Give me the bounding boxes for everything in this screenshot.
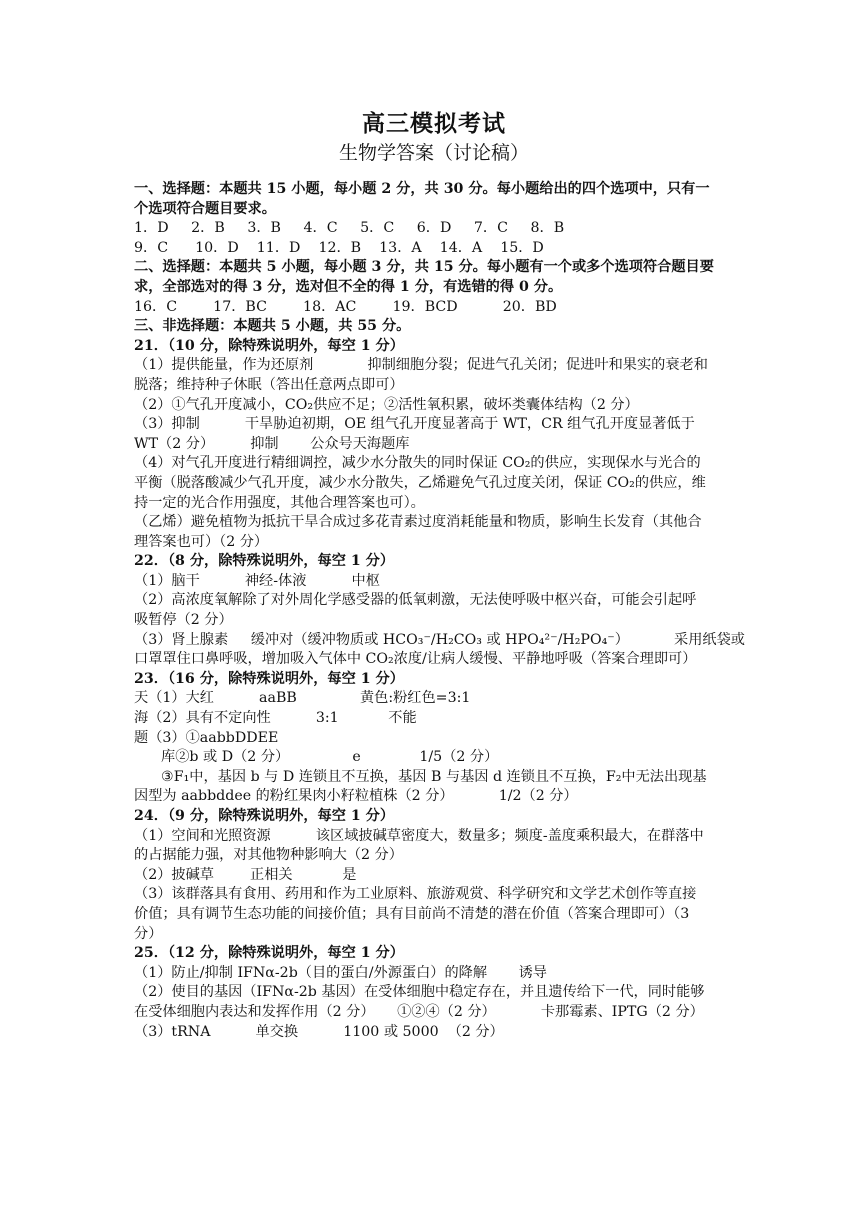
section-heading: 三、非选择题：本题共 5 小题，共 55 分。 (134, 318, 411, 335)
answer-line: 16．C 17．BC 18．AC 19．BCD 20．BD (134, 298, 557, 315)
answer-line: （3）肾上腺素 缓冲对（缓冲物质或 HCO₃⁻/H₂CO₃ 或 HPO₄²⁻/H₂PO₄⁻） 采用纸袋或 (134, 631, 745, 648)
section-heading: 24．（9 分，除特殊说明外，每空 1 分） (134, 808, 395, 824)
answer-line: 价值；具有调节生态功能的间接价值；具有目前尚不清楚的潜在价值（答案合理即可）（3 (134, 905, 690, 922)
answer-line: （2）使目的基因（IFNα-2b 基因）在受体细胞中稳定存在，并且遗传给下一代，同时能够 (134, 984, 705, 1001)
section-heading: 21．（10 分，除特殊说明外，每空 1 分） (134, 337, 404, 354)
answer-line: （1）防止/抑制 IFNα-2b（目的蛋白/外源蛋白）的降解 诱导 (134, 964, 547, 981)
answer-line: （2）高浓度氧解除了对外周化学感受器的低氧刺激，无法使呼吸中枢兴奋，可能会引起呼 (134, 592, 697, 609)
answer-line: 库②b 或 D（2 分） e 1/5（2 分） (134, 749, 499, 766)
answer-line: （1）提供能量，作为还原剂 抑制细胞分裂；促进气孔关闭；促进叶和果实的衰老和 (134, 357, 708, 374)
answer-line: 脱落；维持种子休眠（答出任意两点即可） (134, 376, 404, 393)
answer-line: （3）抑制 干旱胁迫初期，OE 组气孔开度显著高于 WT，CR 组气孔开度显著低于 (134, 416, 695, 433)
answer-line: 海（2）具有不定向性 3:1 不能 (134, 710, 417, 727)
answer-line: 分） (134, 925, 163, 942)
answer-line: 平衡（脱落酸减少气孔开度，减少水分散失，乙烯避免气孔过度关闭，保证 CO₂的供应，维 (134, 474, 706, 491)
answer-line: 持一定的光合作用强度，其他合理答案也可）。 (134, 494, 425, 511)
answer-line: 1．D 2．B 3．B 4．C 5．C 6．D 7．C 8．B (134, 220, 565, 237)
answer-line: 吸暂停（2 分） (134, 612, 233, 629)
answer-line: （3）该群落具有食用、药用和作为工业原料、旅游观赏、科学研究和文学艺术创作等直接 (134, 886, 697, 903)
answer-line: 题（3）①aabbDDEE (134, 729, 279, 746)
section-heading: 个选项符合题目要求。 (134, 200, 276, 217)
answer-line: 口罩罩住口鼻呼吸，增加吸入气体中 CO₂浓度/让病人缓慢、平静地呼吸（答案合理即可） (134, 651, 697, 668)
answer-line: （1）空间和光照资源 该区域披碱草密度大，数量多；频度-盖度乘积最大，在群落中 (134, 827, 704, 844)
section-heading: 一、选择题：本题共 15 小题，每小题 2 分，共 30 分。每小题给出的四个选项中，只有一 (134, 181, 710, 197)
answer-line: （1）脑干 神经-体液 中枢 (134, 572, 380, 589)
section-heading: 23．（16 分，除特殊说明外，每空 1 分） (134, 670, 404, 687)
answer-line: （2）①气孔开度减小，CO₂供应不足；②活性氧积累，破坏类囊体结构（2 分） (134, 396, 639, 413)
page-subtitle: 生物学答案（讨论稿） (338, 142, 529, 164)
section-heading: 22．（8 分，除特殊说明外，每空 1 分） (134, 553, 395, 570)
answer-content (134, 180, 745, 1042)
answer-line: 的占据能力强，对其他物种影响大（2 分） (134, 847, 403, 864)
answer-line: （乙烯）避免植物为抵抗干旱合成过多花青素过度消耗能量和物质，影响生长发育（其他合 (134, 514, 702, 531)
answer-line: 理答案也可）（2 分） (134, 533, 269, 550)
answer-line: WT（2 分） 抑制 公众号天海题库 (134, 435, 410, 452)
answer-line: 9．C 10．D 11．D 12．B 13．A 14．A 15．D (134, 239, 544, 256)
answer-line: （3）tRNA 单交换 1100 或 5000 （2 分） (134, 1023, 504, 1040)
section-heading: 25．（12 分，除特殊说明外，每空 1 分） (134, 945, 404, 962)
answer-line: 因型为 aabbddee 的粉红果肉小籽粒植株（2 分） 1/2（2 分） (134, 788, 578, 805)
answer-line: ③F₁中，基因 b 与 D 连锁且不互换，基因 B 与基因 d 连锁且不互换，F₂中无法出现基 (134, 768, 707, 785)
answer-line: 天（1）大红 aaBB 黄色:粉红色=3:1 (134, 690, 471, 707)
answer-line: 在受体细胞内表达和发挥作用（2 分） ①②④（2 分） 卡那霉素、IPTG（2 分） (134, 1003, 704, 1020)
answer-line: （2）披碱草 正相关 是 (134, 866, 357, 883)
page-title: 高三模拟考试 (362, 110, 506, 137)
section-heading: 求，全部选对的得 3 分，选对但不全的得 1 分，有选错的得 0 分。 (134, 278, 563, 295)
section-heading: 二、选择题：本题共 5 小题，每小题 3 分，共 15 分。每小题有一个或多个选项符合题目要 (134, 259, 714, 276)
answer-line: （4）对气孔开度进行精细调控，减少水分散失的同时保证 CO₂的供应，实现保水与光合的 (134, 455, 701, 472)
